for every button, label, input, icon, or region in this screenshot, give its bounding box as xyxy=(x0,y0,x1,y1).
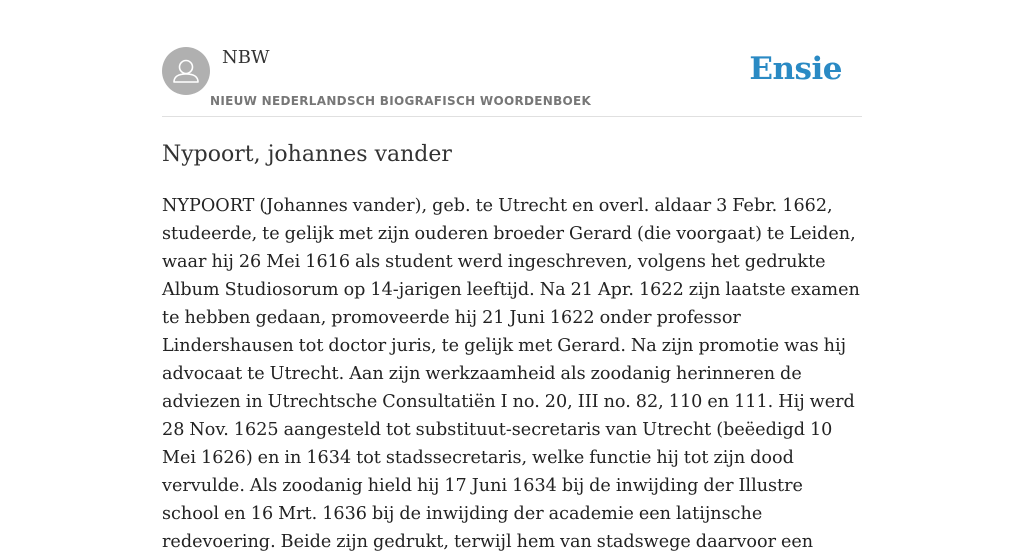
article-title: Nypoort, johannes vander xyxy=(162,142,452,167)
article-header xyxy=(162,0,862,117)
brand-logo[interactable]: Ensie xyxy=(749,51,842,87)
source-avatar[interactable] xyxy=(162,47,210,95)
source-name[interactable]: NBW xyxy=(222,47,270,68)
article-card xyxy=(162,0,862,552)
source-subtitle: NIEUW NEDERLANDSCH BIOGRAFISCH WOORDENBOEK xyxy=(210,94,592,108)
user-icon xyxy=(162,47,210,95)
article-body: NYPOORT (Johannes vander), geb. te Utrecht en overl. aldaar 3 Febr. 1662, studeerde, te gelijk met zijn ouderen broeder Gerard (die voorgaat) te Leiden, waar hij 26 Mei 1616 als student werd ingeschreven, volgens het gedrukte Album Studiosorum op 14-jarigen leeftijd. Na 21 Apr. 1622 zijn laatste examen te hebben gedaan, promoveerde hij 21 Juni 1622 onder professor Lindershausen tot doctor juris, te gelijk met Gerard. Na zijn promotie was hij advocaat te Utrecht. Aan zijn werkzaamheid als zoodanig herinneren de adviezen in Utrechtsche Consultatiën I no. 20, III no. 82, 110 en 111. Hij werd 28 Nov. 1625 aangesteld tot substituut-secretaris van Utrecht (beëedigd 10 Mei 1626) en in 1634 tot stadssecretaris, welke functie hij tot zijn dood vervulde. Als zoodanig hield hij 17 Juni 1634 bij de inwijding der Illustre school en 16 Mrt. 1636 bij de inwijding der academie een latijnsche redevoering. Beide zijn gedrukt, terwijl hem van stadswege daarvoor een xyxy=(162,196,860,552)
